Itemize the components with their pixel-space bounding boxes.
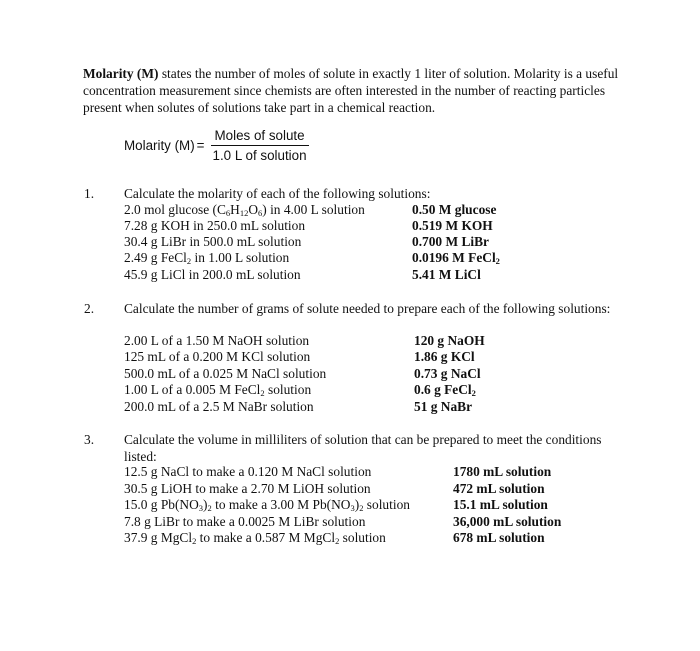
question-2-number: 2. <box>84 301 95 316</box>
question-3-number: 3. <box>84 432 95 447</box>
q3-item-2-problem: 30.5 g LiOH to make a 2.70 M LiOH solution <box>124 481 371 496</box>
question-2-prompt: Calculate the number of grams of solute needed to prepare each of the following solutions: <box>124 301 611 316</box>
q3-item-4-answer: 36,000 mL solution <box>453 514 562 529</box>
q1-item-4-problem: 2.49 g FeCl$_2$ in 1.00 L solution <box>124 250 290 266</box>
question-1-prompt: Calculate the molarity of each of the following solutions: <box>124 186 431 201</box>
q3-item-5-problem: 37.9 g MgCl$_2$ to make a 0.587 M MgCl$_2$ solution <box>124 530 386 546</box>
formula-lhs: Molarity (M) <box>124 138 195 153</box>
q2-item-5-answer: 51 g NaBr <box>414 399 473 414</box>
intro-paragraph <box>83 65 623 116</box>
formula-denominator: 1.0 L of solution <box>212 148 307 163</box>
q2-item-5-problem: 200.0 mL of a 2.5 M NaBr solution <box>124 399 314 414</box>
q1-item-4-answer: 0.0196 M FeCl$_2$ <box>412 250 500 266</box>
q2-item-4-answer: 0.6 g FeCl$_2$ <box>414 382 476 398</box>
q2-item-2-answer: 1.86 g KCl <box>414 349 475 364</box>
q1-item-5-problem: 45.9 g LiCl in 200.0 mL solution <box>124 267 301 282</box>
q3-item-5-answer: 678 mL solution <box>453 530 545 545</box>
q1-item-1-answer: 0.50 M glucose <box>412 202 497 217</box>
q1-item-3-problem: 30.4 g LiBr in 500.0 mL solution <box>124 234 302 249</box>
q2-item-3-problem: 500.0 mL of a 0.025 M NaCl solution <box>124 366 327 381</box>
question-1-number: 1. <box>84 186 95 201</box>
q3-item-3-answer: 15.1 mL solution <box>453 497 548 512</box>
q3-item-4-problem: 7.8 g LiBr to make a 0.0025 M LiBr solution <box>124 514 366 529</box>
q1-item-2-answer: 0.519 M KOH <box>412 218 493 233</box>
q3-item-1-problem: 12.5 g NaCl to make a 0.120 M NaCl solution <box>124 464 372 479</box>
intro-text: states the number of moles of solute in exactly 1 liter of solution. Molarity is a useful concentration measurement since chemists are often interested in the number of reacting particles present when solutes of solutions take part in a chemical reaction. <box>83 66 619 115</box>
q2-item-1-answer: 120 g NaOH <box>414 333 485 348</box>
molarity-formula <box>124 128 311 163</box>
q3-item-3-problem: 15.0 g $Pb(NO_3)_2$ to make a 3.00 M $Pb(NO_3)_2$ solution <box>124 497 410 513</box>
q2-item-2-problem: 125 mL of a 0.200 M KCl solution <box>124 349 311 364</box>
q1-item-1-problem: 2.0 mol glucose $(C_6H_{12}O_6)$ in 4.00 L solution <box>124 202 365 218</box>
molarity-term: Molarity (M) <box>83 66 159 81</box>
formula-fraction <box>209 128 311 163</box>
q2-item-1-problem: 2.00 L of a 1.50 M NaOH solution <box>124 333 310 348</box>
formula-numerator: Moles of solute <box>211 128 309 146</box>
question-3-prompt: Calculate the volume in milliliters of solution that can be prepared to meet the conditions listed: <box>124 432 602 464</box>
q1-item-2-problem: 7.28 g KOH in 250.0 mL solution <box>124 218 306 233</box>
q3-item-2-answer: 472 mL solution <box>453 481 545 496</box>
q1-item-3-answer: 0.700 M LiBr <box>412 234 489 249</box>
formula-equals: = <box>196 138 205 153</box>
q2-item-4-problem: 1.00 L of a 0.005 M FeCl$_2$ solution <box>124 382 312 398</box>
q2-item-3-answer: 0.73 g NaCl <box>414 366 481 381</box>
q3-item-1-answer: 1780 mL solution <box>453 464 552 479</box>
q1-item-5-answer: 5.41 M LiCl <box>412 267 481 282</box>
